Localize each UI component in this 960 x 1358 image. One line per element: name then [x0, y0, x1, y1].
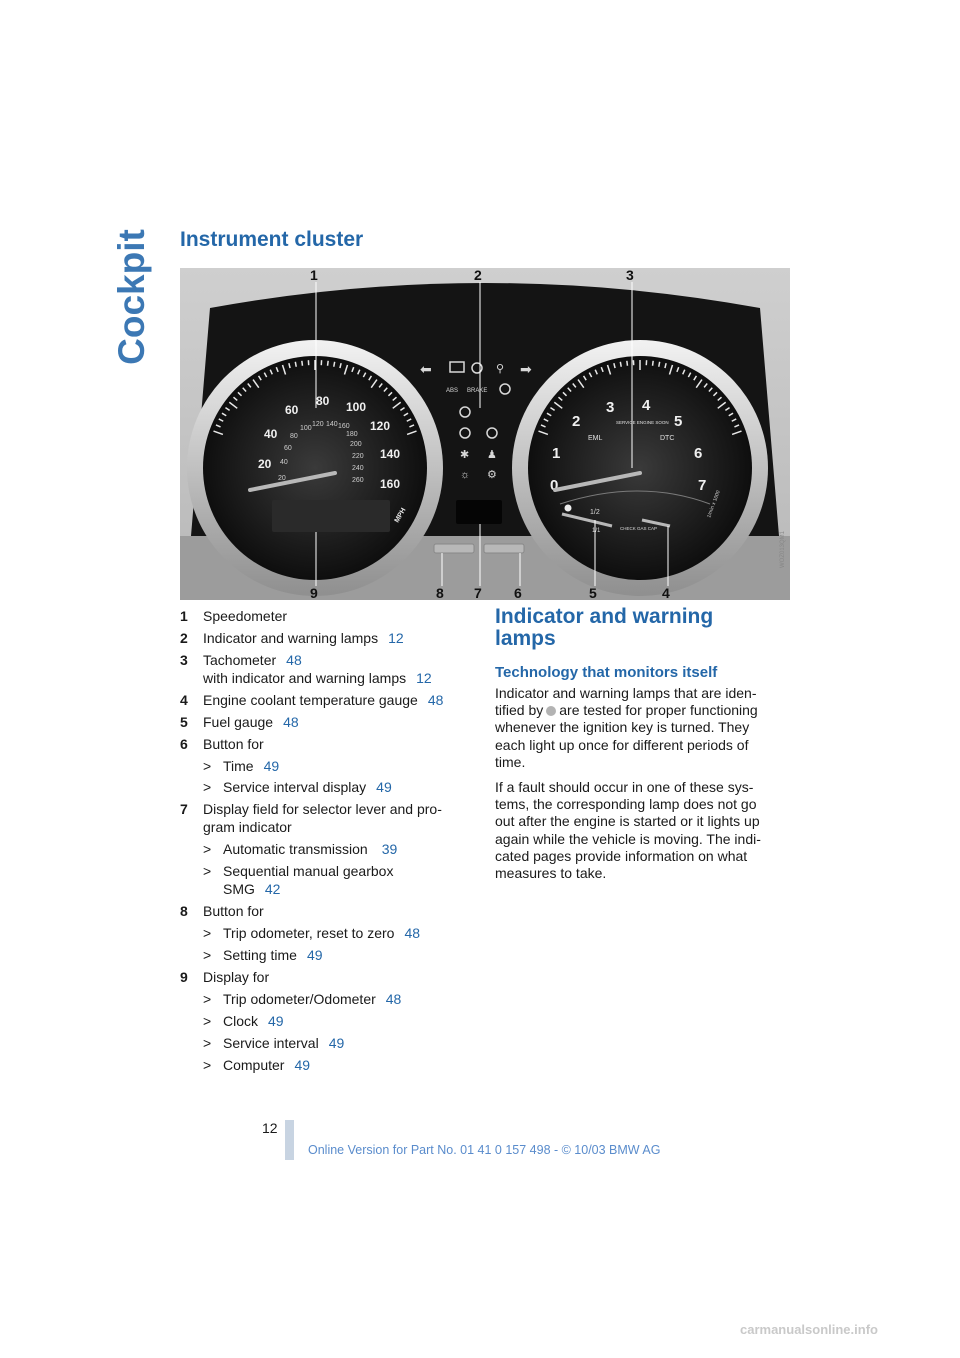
svg-text:260: 260 [352, 477, 364, 484]
legend-item-1: 1 Speedometer [180, 608, 288, 624]
svg-text:160: 160 [338, 423, 350, 430]
brake-lamp: BRAKE [467, 388, 488, 394]
svg-text:4: 4 [642, 397, 651, 414]
page-ref-link[interactable]: 49 [328, 1034, 345, 1051]
page-ref-link[interactable]: 49 [376, 779, 392, 796]
svg-text:160: 160 [380, 477, 401, 491]
svg-text:200: 200 [350, 441, 362, 448]
page-ref-link[interactable]: 48 [286, 651, 302, 668]
selector-lever-display [456, 500, 502, 524]
gauge-tick [295, 362, 296, 367]
mph-label: MPH [393, 507, 408, 524]
watermark: carmanualsonline.info [740, 1322, 878, 1337]
svg-text:180: 180 [346, 431, 358, 438]
page-ref-link[interactable]: 48 [283, 713, 299, 730]
gauge-tick [620, 362, 621, 367]
svg-text:2: 2 [572, 413, 581, 430]
callout-2: 2 [474, 268, 482, 283]
page-ref-link[interactable]: 39 [381, 841, 398, 858]
service-engine-soon-lamp: SERVICE ENGINE SOON [616, 420, 669, 425]
legend-subitem: > Service interval 49 [203, 1034, 345, 1051]
warning-lamps-section [495, 606, 795, 890]
low-fuel-dot-icon [565, 505, 572, 512]
indicator-dot-icon [546, 706, 556, 716]
svg-text:5: 5 [674, 413, 683, 430]
svg-text:40: 40 [264, 427, 278, 441]
legend-subitem: > Setting time 49 [203, 946, 323, 963]
legend-subitem: > Service interval display 49 [203, 779, 392, 796]
page-number: 12 [262, 1120, 278, 1136]
legend-subitem: > Trip odometer/Odometer 48 [203, 990, 402, 1007]
svg-text:140: 140 [380, 447, 401, 461]
svg-text:80: 80 [316, 394, 330, 408]
legend-subitem: > Time 49 [203, 757, 280, 774]
rpm-label: 1/min x 1000 [706, 489, 722, 519]
callout-3: 3 [626, 268, 634, 283]
time-service-button[interactable] [484, 544, 524, 553]
svg-text:100: 100 [346, 400, 367, 414]
page-ref-link[interactable]: 42 [264, 880, 281, 897]
section-heading: Indicator and warning lamps [495, 605, 714, 650]
paragraph-self-test: Indicator and warning lamps that are iden- tified by are tested for proper functioning whenever the ignition key is turned. They each light up once for different periods of time. [495, 685, 758, 770]
page-ref-link[interactable]: 12 [416, 669, 432, 686]
subsection-heading: Technology that monitors itself [495, 664, 718, 681]
airbag-lamp-icon: ✱ [460, 449, 470, 461]
svg-text:120: 120 [370, 419, 391, 433]
gauge-tick [328, 361, 329, 366]
page-ref-link[interactable]: 48 [427, 691, 444, 708]
legend-item-7: 7 Display field for selector lever and pro- gram indicator [180, 801, 442, 836]
fuel-full-mark: 1/1 [592, 528, 601, 534]
svg-text:1: 1 [552, 445, 561, 462]
page-ref-link[interactable]: 48 [385, 990, 402, 1007]
svg-text:60: 60 [285, 403, 299, 417]
odometer-display [272, 500, 390, 532]
check-gas-cap-lamp: CHECK GAS CAP [620, 526, 658, 531]
legend-item-4: 4 Engine coolant temperature gauge 48 [180, 691, 444, 708]
callout-8: 8 [436, 585, 444, 600]
svg-text:100: 100 [300, 425, 312, 432]
svg-text:6: 6 [694, 445, 703, 462]
svg-text:7: 7 [698, 477, 707, 494]
legend-subitem: > Automatic transmission 39 [203, 841, 398, 858]
footer-bar [285, 1120, 294, 1160]
instrument-cluster-illustration [180, 268, 790, 600]
figure-code: WOZ013QM1 [780, 530, 786, 568]
tachometer-dial [528, 356, 752, 580]
svg-text:220: 220 [352, 453, 364, 460]
turn-left-arrow-icon: ⬅ [420, 361, 432, 377]
page-ref-link[interactable]: 49 [263, 757, 280, 774]
callout-4: 4 [662, 585, 670, 600]
gauge-tick [302, 361, 303, 366]
svg-text:20: 20 [258, 457, 272, 471]
callout-6: 6 [514, 585, 522, 600]
legend-item-5: 5 Fuel gauge 48 [180, 713, 299, 730]
legend-subitem: > Computer 49 [203, 1056, 311, 1073]
page-ref-link[interactable]: 49 [294, 1056, 311, 1073]
legend-list [180, 608, 480, 1074]
side-tab-label: Cockpit [111, 229, 152, 365]
legend-item-9: 9 Display for [180, 968, 270, 985]
seat-belt-lamp-icon: ♟ [487, 449, 497, 461]
page-ref-link[interactable]: 49 [306, 946, 323, 963]
legend-subitem: > Trip odometer, reset to zero 48 [203, 924, 421, 941]
legend-item-8: 8 Button for [180, 902, 264, 919]
svg-text:20: 20 [278, 475, 286, 482]
instrument-cluster-figure [180, 268, 790, 600]
footer-text: Online Version for Part No. 01 41 0 157 498 - © 10/03 BMW AG [308, 1143, 661, 1157]
svg-text:0: 0 [550, 477, 559, 494]
svg-text:80: 80 [290, 433, 298, 440]
section-title: Instrument cluster [180, 228, 364, 251]
legend-item-3: 3 Tachometer 48 with indicator and warning lamps 12 [180, 651, 432, 686]
gauge-tick [653, 361, 654, 366]
gauge-tick [627, 361, 628, 366]
callout-7: 7 [474, 585, 482, 600]
abs-lamp: ABS [446, 388, 459, 394]
legend-item-2: 2 Indicator and warning lamps 12 [180, 629, 404, 646]
gauge-tick [659, 362, 660, 367]
svg-text:120: 120 [312, 421, 324, 428]
turn-right-arrow-icon: ➡ [520, 361, 532, 377]
svg-text:40: 40 [280, 459, 288, 466]
fuel-half-mark: 1/2 [590, 509, 600, 516]
page-ref-link[interactable]: 48 [404, 924, 421, 941]
legend-subitem: > Sequential manual gearbox SMG 42 [203, 863, 394, 897]
coolant-lamp-icon: ⚙ [487, 469, 497, 481]
page-ref-link[interactable]: 12 [388, 629, 404, 646]
page-ref-link[interactable]: 49 [268, 1012, 284, 1029]
speedometer-dial [203, 356, 427, 580]
svg-text:240: 240 [352, 465, 364, 472]
dtc-lamp: DTC [660, 435, 675, 442]
svg-text:60: 60 [284, 445, 292, 452]
trip-reset-button[interactable] [434, 544, 474, 553]
light-lamp-icon: ☼ [460, 469, 471, 481]
callout-9: 9 [310, 585, 318, 600]
oil-pressure-lamp-icon: ⚲ [496, 363, 505, 375]
paragraph-fault: If a fault should occur in one of these sys- tems, the corresponding lamp does not go out after the engine is started or it lights up again while the vehicle is moving. The indi- cated pages provide information on what measures to take. [495, 779, 761, 882]
svg-text:3: 3 [606, 399, 615, 416]
callout-5: 5 [589, 585, 597, 600]
legend-item-6: 6 Button for [180, 735, 264, 752]
svg-text:140: 140 [326, 421, 338, 428]
eml-lamp: EML [588, 435, 603, 442]
callout-1: 1 [310, 268, 318, 283]
legend-subitem: > Clock 49 [203, 1012, 284, 1029]
gauge-tick [334, 362, 335, 367]
side-tab-section [111, 229, 152, 365]
